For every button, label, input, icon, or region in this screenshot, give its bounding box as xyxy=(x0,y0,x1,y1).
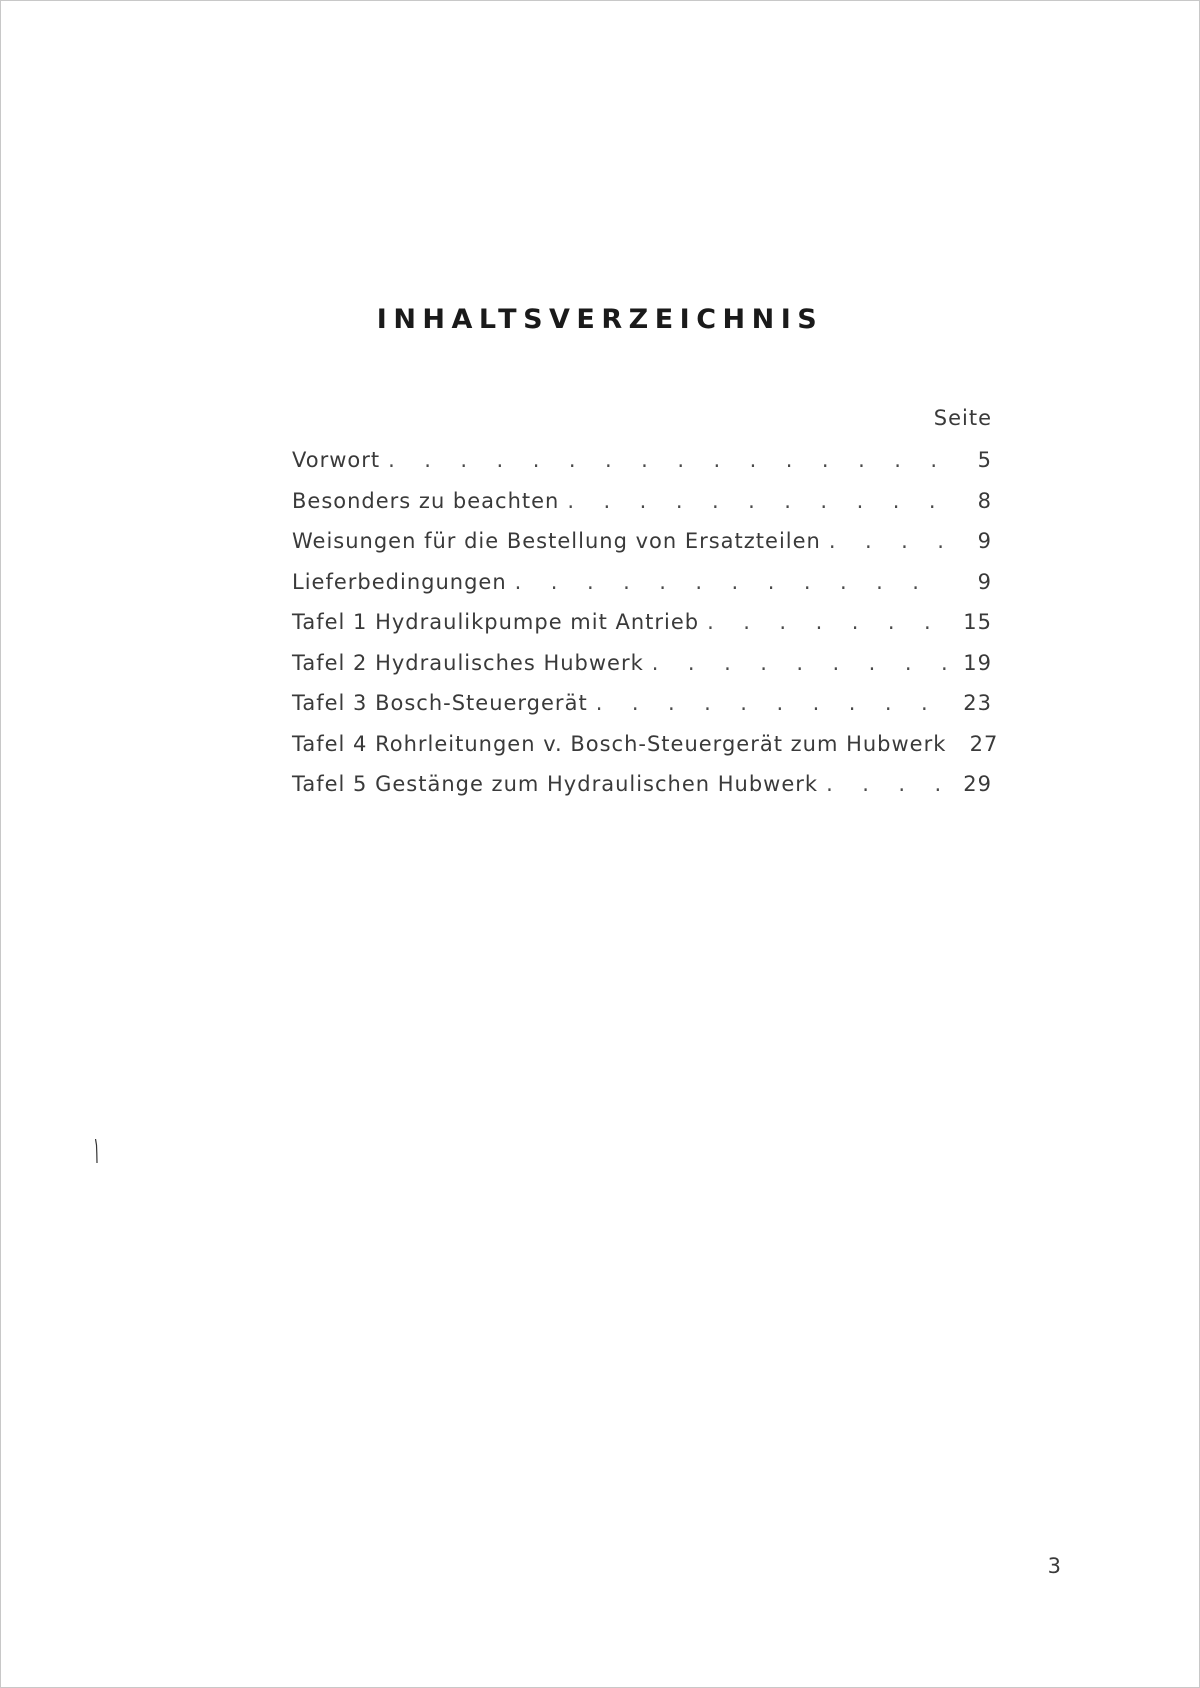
toc-entry xyxy=(292,440,992,481)
toc-entry xyxy=(292,683,992,724)
table-of-contents xyxy=(292,396,999,805)
dot-leader xyxy=(388,440,948,481)
toc-entry xyxy=(292,562,992,603)
toc-entry-page: 27 xyxy=(969,731,999,756)
toc-entry-label: Tafel 1 Hydraulikpumpe mit Antrieb xyxy=(292,610,700,634)
toc-entry-page: 23 xyxy=(963,691,992,715)
toc-entry xyxy=(292,764,992,805)
toc-entry-label: Tafel 3 Bosch-Steuergerät xyxy=(292,691,588,715)
toc-entry-label: Besonders zu beachten xyxy=(292,488,560,513)
toc-entry-label: Tafel 4 Rohrleitungen v. Bosch-Steuergerät zum Hubwerk xyxy=(292,731,947,756)
dot-leader xyxy=(596,683,948,724)
dot-leader xyxy=(707,602,948,643)
toc-entry-page: 15 xyxy=(963,610,992,634)
dot-leader xyxy=(829,521,948,562)
toc-entry-page: 9 xyxy=(977,529,992,553)
toc-entry-page: 19 xyxy=(963,650,992,675)
toc-entry xyxy=(292,481,992,522)
toc-entry xyxy=(292,724,999,765)
scan-speck xyxy=(95,1139,98,1163)
page-column-header: Seite xyxy=(933,406,992,430)
toc-entry-page: 29 xyxy=(963,772,992,796)
toc-entry xyxy=(292,521,992,562)
toc-entry-page: 8 xyxy=(977,488,992,513)
page-title: INHALTSVERZEICHNIS xyxy=(376,304,824,335)
toc-entry-label: Tafel 5 Gestänge zum Hydraulischen Hubwerk xyxy=(292,772,819,796)
page-number: 3 xyxy=(1047,1554,1061,1578)
dot-leader xyxy=(515,562,948,603)
toc-entry xyxy=(292,643,992,684)
toc-entry-page: 5 xyxy=(977,448,992,472)
toc-entry-label: Vorwort xyxy=(292,448,381,472)
toc-entry-label: Tafel 2 Hydraulisches Hubwerk xyxy=(292,650,644,675)
toc-entry xyxy=(292,602,992,643)
dot-leader xyxy=(826,764,948,805)
dot-leader xyxy=(652,643,948,684)
dot-leader xyxy=(567,481,948,522)
toc-entry-page: 9 xyxy=(977,569,992,594)
toc-entry-label: Weisungen für die Bestellung von Ersatzteilen xyxy=(292,529,821,553)
toc-entry-label: Lieferbedingungen xyxy=(292,569,507,594)
